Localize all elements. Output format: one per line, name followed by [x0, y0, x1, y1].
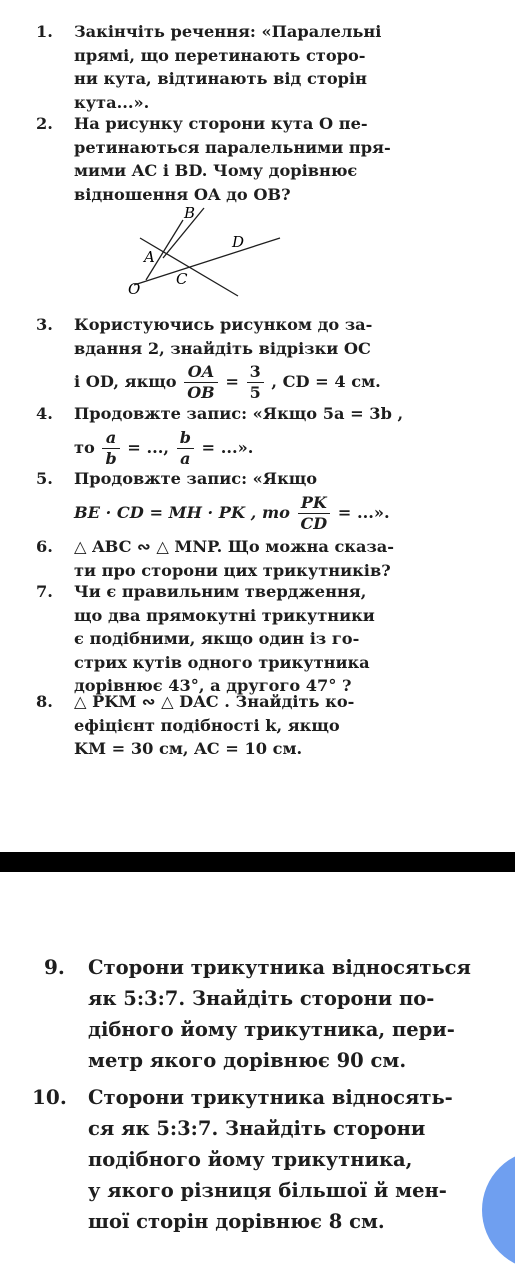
- fraction-numerator: PK: [300, 492, 327, 512]
- task-number: 5.: [36, 469, 53, 488]
- fraction-denominator: OB: [184, 382, 217, 403]
- task-number: 4.: [36, 404, 53, 423]
- text-line: Користуючись рисунком до за-: [74, 315, 373, 334]
- text-line: ни кута, відтинають від сторін: [74, 69, 367, 88]
- fraction-denominator: 5: [247, 382, 264, 403]
- text-fragment: = ...».: [201, 437, 254, 457]
- text-fragment: BE · CD = MH · PK , то: [74, 502, 290, 522]
- text-line-with-fraction: [74, 492, 390, 534]
- text-line: дорівнює 43°, а другого 47° ?: [74, 676, 352, 695]
- text-line-with-fraction: [74, 428, 374, 469]
- task-text: [88, 1082, 458, 1237]
- fraction-numerator: OA: [187, 362, 215, 381]
- text-line-with-fraction: [74, 362, 381, 403]
- text-line: Продовжте запис: «Якщо: [74, 469, 318, 488]
- text-line: метр якого дорівнює 90 см.: [88, 1049, 407, 1072]
- text-line: подібного йому трикутника,: [88, 1148, 413, 1171]
- text-line: відношення OA до OB?: [74, 184, 291, 204]
- fraction-pk-cd: [298, 493, 331, 534]
- text-fragment: то: [74, 437, 95, 457]
- text-line: кута...».: [74, 92, 150, 112]
- fraction-numerator: a: [105, 427, 117, 447]
- text-line: △ PKM ∾ △ DAC . Знайдіть ко-: [74, 692, 355, 711]
- text-line: Чи є правильним твердження,: [74, 582, 367, 601]
- task-text: [74, 112, 391, 206]
- text-fragment: і OD, якщо: [74, 372, 177, 391]
- task-text: [74, 20, 382, 114]
- fraction-b-a: [177, 428, 194, 469]
- fraction-numerator: 3: [249, 362, 261, 381]
- task-number: 7.: [36, 582, 53, 601]
- textbook-page-bottom: [0, 872, 515, 1243]
- task-text: [74, 535, 395, 582]
- equals-sign: =: [225, 372, 239, 391]
- text-line: Сторони трикутника відносяться: [88, 956, 471, 979]
- fraction-denominator: b: [102, 448, 119, 469]
- task-number: 8.: [36, 692, 53, 711]
- fraction-numerator: b: [179, 427, 191, 447]
- fraction-3-5: [247, 362, 264, 403]
- fraction-oa-ob: [184, 362, 217, 403]
- text-line: △ ABC ∾ △ MNP. Що можна сказа-: [74, 537, 395, 556]
- text-line: Продовжте запис: «Якщо 5a = 3b ,: [74, 404, 404, 423]
- task-text: [74, 402, 404, 469]
- task-number: 6.: [36, 537, 53, 556]
- task-number: 2.: [36, 114, 53, 133]
- fraction-a-b: [102, 428, 119, 469]
- task-text: [74, 313, 381, 403]
- task-text: [74, 467, 390, 534]
- text-line: ретинаються паралельними пря-: [74, 137, 391, 157]
- label-a: A: [144, 248, 155, 266]
- text-line: шої сторін дорівнює 8 см.: [88, 1210, 385, 1233]
- task-text: [74, 580, 374, 698]
- task-number: 10.: [32, 1085, 67, 1109]
- fraction-denominator: a: [177, 448, 194, 469]
- black-divider-band: [0, 852, 515, 872]
- text-line: вдання 2, знайдіть відрізки OC: [74, 338, 371, 358]
- label-b: B: [184, 204, 196, 222]
- text-line: як 5:3:7. Знайдіть сторони по-: [88, 987, 435, 1010]
- text-line: На рисунку сторони кута O пе-: [74, 114, 368, 133]
- task-number: 9.: [44, 955, 65, 979]
- label-o: O: [128, 280, 141, 298]
- task-text: [88, 952, 471, 1076]
- text-line: що два прямокутні трикутники: [74, 605, 375, 625]
- text-line: ся як 5:3:7. Знайдіть сторони: [88, 1117, 426, 1140]
- text-fragment: = ...,: [127, 437, 170, 457]
- text-line: стрих кутів одного трикутника: [74, 652, 370, 672]
- text-line: ти про сторони цих трикутників?: [74, 560, 391, 580]
- text-line: Сторони трикутника відносять-: [88, 1086, 453, 1109]
- angle-figure: [118, 200, 288, 305]
- text-line: дібного йому трикутника, пери-: [88, 1018, 455, 1041]
- task-number: 3.: [36, 315, 53, 334]
- task-number: 1.: [36, 22, 53, 41]
- label-d: D: [232, 233, 245, 251]
- text-line: KM = 30 см, AC = 10 см.: [74, 739, 303, 758]
- task-text: [74, 690, 374, 761]
- text-fragment: , CD = 4 см.: [271, 372, 381, 391]
- text-line: у якого різниця більшої й мен-: [88, 1179, 447, 1202]
- text-line: ефіцієнт подібності k, якщо: [74, 715, 340, 735]
- text-line: є подібними, якщо один із го-: [74, 629, 360, 648]
- text-line: мими AC і BD. Чому дорівнює: [74, 161, 358, 180]
- label-c: C: [176, 270, 188, 288]
- text-line: прямі, що перетинають сторо-: [74, 45, 366, 65]
- text-line: Закінчіть речення: «Паралельні: [74, 22, 382, 41]
- text-fragment: = ...».: [337, 502, 390, 522]
- fraction-denominator: CD: [298, 513, 331, 534]
